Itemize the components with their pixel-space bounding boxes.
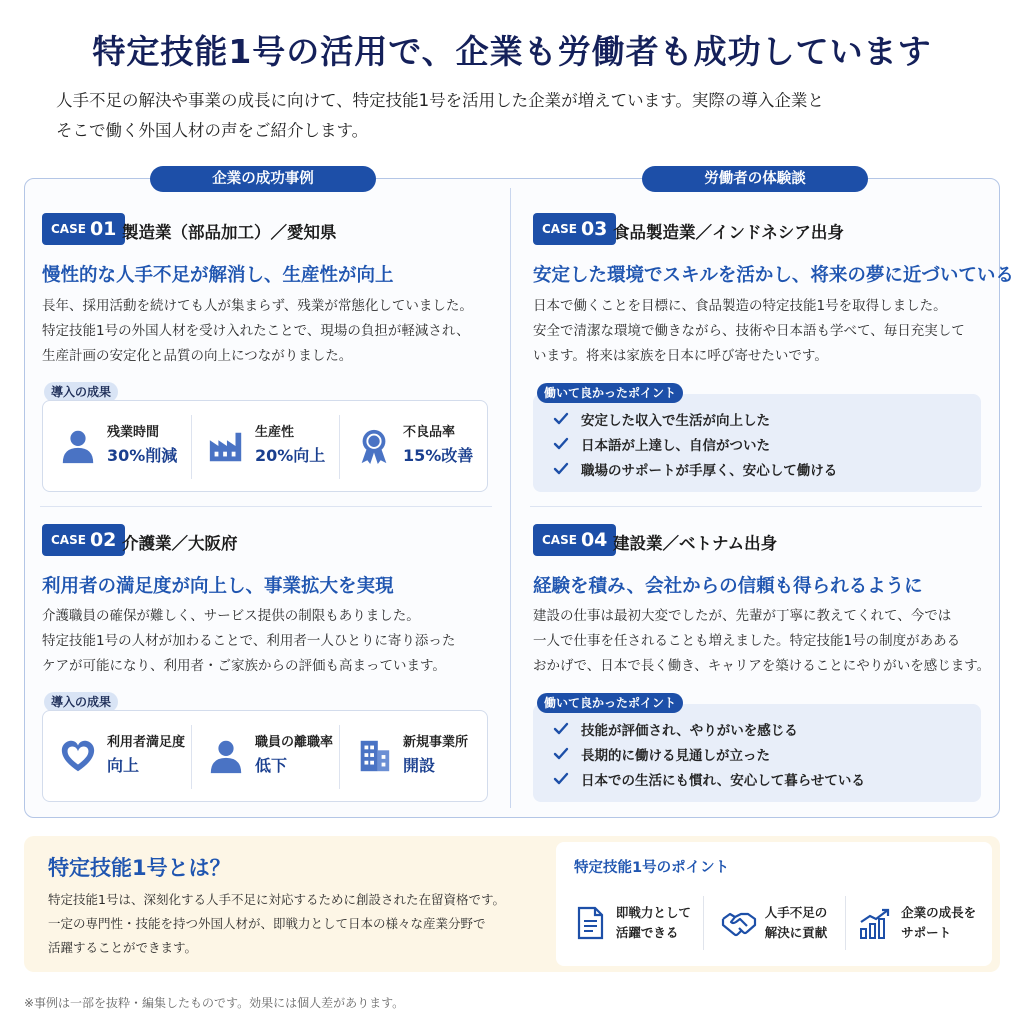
point-item	[553, 741, 981, 766]
case-body-line: 特定技能1号の人材が加わることで、利用者一人ひとりに寄り添った	[42, 633, 456, 649]
result-label: 利用者満足度	[107, 735, 186, 750]
result-label: 不良品率	[403, 425, 456, 440]
case-headline: 慢性的な人手不足が解消し、生産性が向上	[42, 265, 394, 286]
point-item	[553, 431, 981, 456]
case-badge-prefix: CASE	[542, 533, 577, 547]
about-points	[560, 890, 988, 956]
result-value: 低下	[255, 756, 288, 775]
case-body	[42, 294, 502, 369]
case-body	[42, 604, 502, 679]
point-text: 技能が評価され、やりがいを感じる	[581, 722, 798, 739]
case-headline: 安定した環境でスキルを活かし、将来の夢に近づいている	[533, 265, 1014, 286]
case-body-line: おかげで、日本で長く働き、キャリアを築けることにやりがいを感じます。	[533, 658, 991, 674]
case-headline: 経験を積み、会社からの信頼も得られるように	[533, 576, 923, 597]
about-point-text: 解決に貢献	[764, 925, 828, 940]
check-icon	[553, 411, 569, 427]
about-point-text: 活躍できる	[615, 925, 679, 940]
point-item	[553, 766, 981, 791]
check-icon	[553, 721, 569, 737]
lead-line: そこで働く外国人材の声をご紹介します。	[56, 121, 369, 140]
case-body-line: 一人で仕事を任されることも増えました。特定技能1号の制度があある	[533, 633, 961, 649]
row-divider	[40, 506, 492, 507]
about-point-item	[560, 890, 703, 956]
case-badge-prefix: CASE	[542, 222, 577, 236]
column-divider	[510, 188, 511, 808]
point-text: 長期的に働ける見通しが立った	[581, 747, 770, 764]
case-headline: 利用者の満足度が向上し、事業拡大を実現	[42, 576, 394, 597]
section-pill-company: 企業の成功事例	[150, 166, 376, 192]
result-item	[339, 401, 487, 491]
case-badge	[42, 213, 125, 245]
point-item	[553, 716, 981, 741]
points-tag: 働いて良かったポイント	[537, 693, 683, 713]
case-badge-prefix: CASE	[51, 222, 86, 236]
point-text: 安定した収入で生活が向上した	[581, 412, 770, 429]
result-label: 生産性	[255, 425, 295, 440]
section-pill-worker: 労働者の体験談	[642, 166, 868, 192]
case-badge-number: 02	[89, 529, 117, 551]
result-item	[191, 401, 339, 491]
case-label: 製造業（部品加工）／愛知県	[122, 223, 337, 242]
results-tag: 導入の成果	[44, 382, 118, 402]
case-label: 建設業／ベトナム出身	[613, 534, 778, 553]
about-point-text: サポート	[901, 925, 952, 940]
check-icon	[553, 461, 569, 477]
result-value: 向上	[107, 756, 140, 775]
result-label: 新規事業所	[403, 735, 469, 750]
page-title: 特定技能1号の活用で、企業も労働者も成功しています	[92, 32, 932, 71]
check-icon	[553, 436, 569, 452]
result-value: 30%削減	[107, 446, 178, 465]
result-item	[191, 711, 339, 801]
case-body-line: 日本で働くことを目標に、食品製造の特定技能1号を取得しました。	[533, 298, 947, 314]
point-text: 日本での生活にも慣れ、安心して暮らせている	[581, 772, 865, 789]
case-badge-number: 01	[89, 218, 117, 240]
case-badge	[533, 524, 616, 556]
heart-icon	[59, 737, 97, 775]
about-title: 特定技能1号とは？	[48, 856, 231, 880]
point-item	[553, 456, 981, 481]
result-value: 20%向上	[255, 446, 326, 465]
case-body-line: います。将来は家族を日本に呼び寄せたいです。	[533, 348, 828, 364]
about-point-item	[703, 890, 846, 956]
case-badge	[533, 213, 616, 245]
point-item	[553, 406, 981, 431]
point-text: 職場のサポートが手厚く、安心して働ける	[581, 462, 838, 479]
case-label: 介護業／大阪府	[122, 534, 238, 553]
person-icon	[207, 737, 245, 775]
results-tag: 導入の成果	[44, 692, 118, 712]
lead-line: 人手不足の解決や事業の成長に向けて、特定技能1号を活用した企業が増えています。実際の導入企業と	[56, 91, 824, 110]
check-icon	[553, 746, 569, 762]
points-card	[533, 394, 981, 492]
case-body	[533, 604, 993, 679]
case-badge-number: 04	[580, 529, 608, 551]
case-body	[533, 294, 993, 369]
case-body-line: 長年、採用活動を続けても人が集まらず、残業が常態化していました。	[42, 298, 473, 314]
case-label: 食品製造業／インドネシア出身	[613, 223, 844, 242]
case-body-line: 安全で清潔な環境で働きながら、技術や日本語も学べて、毎日充実して	[533, 323, 965, 339]
result-item	[43, 711, 191, 801]
person-icon	[59, 427, 97, 465]
row-divider	[530, 506, 982, 507]
about-point-item	[845, 890, 988, 956]
about-points-title: 特定技能1号のポイント	[574, 860, 730, 876]
about-body-line: 一定の専門性・技能を持つ外国人材が、即戦力として日本の様々な産業分野で	[48, 916, 486, 931]
result-label: 残業時間	[107, 425, 160, 440]
about-point-text: 企業の成長を	[901, 905, 977, 920]
check-icon	[553, 771, 569, 787]
point-text: 日本語が上達し、自信がついた	[581, 437, 770, 454]
results-card	[42, 400, 488, 492]
result-label: 職員の離職率	[255, 735, 334, 750]
about-body-line: 特定技能1号は、深刻化する人手不足に対応するために創設された在留資格です。	[48, 892, 505, 907]
document-icon	[572, 905, 608, 941]
case-body-line: 生産計画の安定化と品質の向上につながりました。	[42, 348, 353, 364]
results-card	[42, 710, 488, 802]
lead-text	[56, 86, 976, 146]
case-badge	[42, 524, 125, 556]
case-badge-prefix: CASE	[51, 533, 86, 547]
case-body-line: 建設の仕事は最初大変でしたが、先輩が丁寧に教えてくれて、今では	[533, 608, 952, 624]
about-point-text: 即戦力として	[615, 905, 691, 920]
points-card	[533, 704, 981, 802]
about-point-text: 人手不足の	[764, 905, 828, 920]
about-body-line: 活躍することができます。	[48, 940, 198, 955]
case-body-line: 特定技能1号の外国人材を受け入れたことで、現場の負担が軽減され、	[42, 323, 470, 339]
result-value: 開設	[403, 756, 436, 775]
about-body	[48, 888, 528, 960]
case-badge-number: 03	[580, 218, 608, 240]
growth-chart-icon	[857, 905, 893, 941]
footnote: ※事例は一部を抜粋・編集したものです。効果には個人差があります。	[24, 996, 405, 1010]
case-body-line: ケアが可能になり、利用者・ご家族からの評価も高まっています。	[42, 658, 446, 674]
points-tag: 働いて良かったポイント	[537, 383, 683, 403]
factory-icon	[207, 427, 245, 465]
result-value: 15%改善	[403, 446, 474, 465]
case-body-line: 介護職員の確保が難しく、サービス提供の制限もありました。	[42, 608, 420, 624]
result-item	[339, 711, 487, 801]
result-item	[43, 401, 191, 491]
building-icon	[355, 737, 393, 775]
handshake-icon	[721, 905, 757, 941]
award-ribbon-icon	[355, 427, 393, 465]
